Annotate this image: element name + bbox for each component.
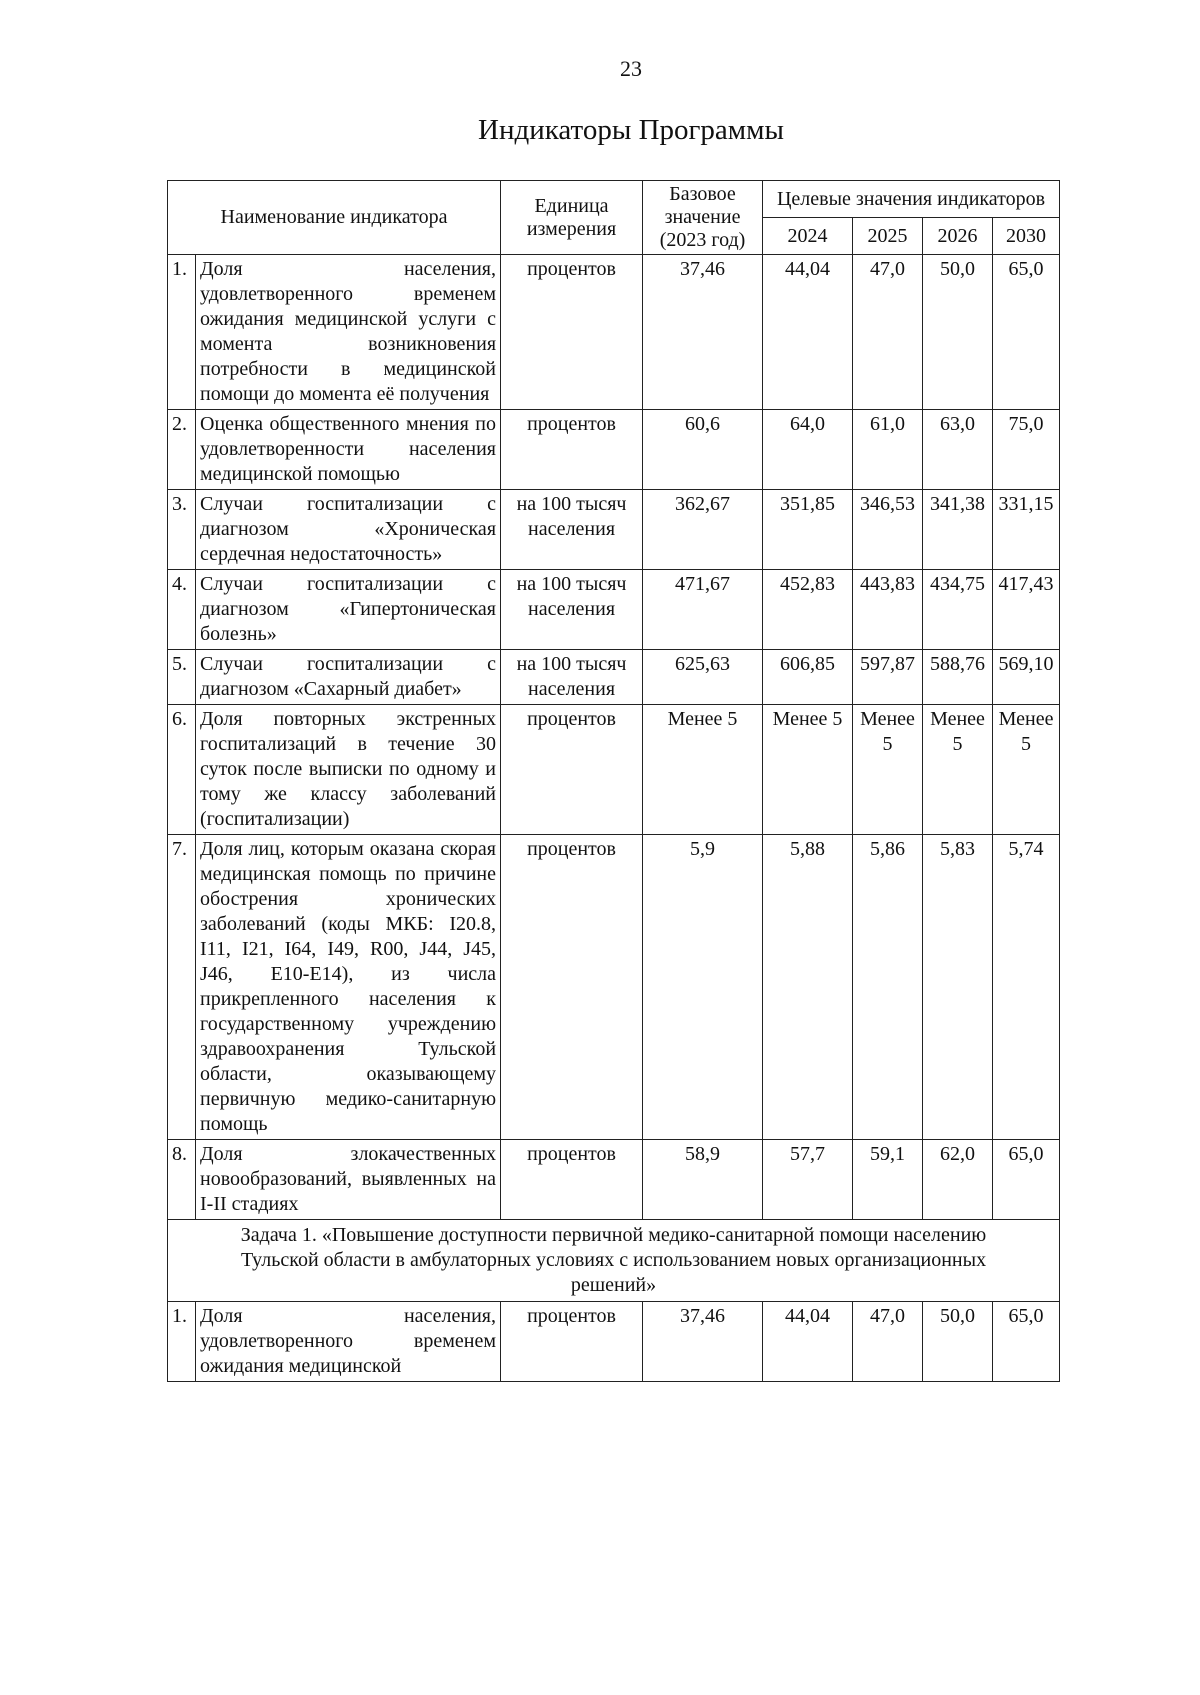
unit-cell: на 100 тысяч населения bbox=[501, 490, 643, 570]
value-2030: 331,15 bbox=[993, 490, 1060, 570]
header-year: 2025 bbox=[853, 218, 923, 255]
value-2026: 588,76 bbox=[923, 650, 993, 705]
indicator-name: Доля населения, удовлетворенного временем ожидания медицинской услуги с момента возникновения потребности в медицинской помощи до момента её получения bbox=[196, 255, 501, 410]
row-number: 2. bbox=[168, 410, 196, 490]
value-2030: 417,43 bbox=[993, 570, 1060, 650]
base-value: 58,9 bbox=[643, 1140, 763, 1220]
base-value: 60,6 bbox=[643, 410, 763, 490]
header-row bbox=[168, 181, 1060, 218]
indicator-name: Случаи госпитализации с диагнозом «Сахарный диабет» bbox=[196, 650, 501, 705]
indicator-name: Случаи госпитализации с диагнозом «Хроническая сердечная недостаточность» bbox=[196, 490, 501, 570]
table-row bbox=[168, 650, 1060, 705]
value-2025: 59,1 bbox=[853, 1140, 923, 1220]
base-value: 37,46 bbox=[643, 1302, 763, 1382]
value-2030: 65,0 bbox=[993, 1302, 1060, 1382]
header-year: 2026 bbox=[923, 218, 993, 255]
value-2024: 64,0 bbox=[763, 410, 853, 490]
table-row bbox=[168, 1302, 1060, 1382]
unit-cell: процентов bbox=[501, 1140, 643, 1220]
row-number: 1. bbox=[168, 1302, 196, 1382]
row-number: 8. bbox=[168, 1140, 196, 1220]
row-number: 7. bbox=[168, 835, 196, 1140]
value-2030: 75,0 bbox=[993, 410, 1060, 490]
table-row bbox=[168, 490, 1060, 570]
table-row bbox=[168, 255, 1060, 410]
indicator-name: Доля злокачественных новообразований, выявленных на I-II стадиях bbox=[196, 1140, 501, 1220]
task-row bbox=[168, 1220, 1060, 1302]
value-2026: 50,0 bbox=[923, 1302, 993, 1382]
row-number: 6. bbox=[168, 705, 196, 835]
indicator-rows bbox=[168, 255, 1060, 1220]
header-year: 2024 bbox=[763, 218, 853, 255]
value-2024: 351,85 bbox=[763, 490, 853, 570]
indicator-name: Случаи госпитализации с диагнозом «Гипертоническая болезнь» bbox=[196, 570, 501, 650]
unit-cell: процентов bbox=[501, 835, 643, 1140]
row-number: 1. bbox=[168, 255, 196, 410]
value-2025: 47,0 bbox=[853, 255, 923, 410]
indicators-table bbox=[167, 180, 1060, 1382]
value-2030: 65,0 bbox=[993, 1140, 1060, 1220]
page-number: 23 bbox=[620, 56, 642, 81]
table-row bbox=[168, 570, 1060, 650]
row-number: 4. bbox=[168, 570, 196, 650]
value-2025: 346,53 bbox=[853, 490, 923, 570]
base-value: 625,63 bbox=[643, 650, 763, 705]
indicator-name: Доля повторных экстренных госпитализаций в течение 30 суток после выписки по одному и тому же классу заболеваний (госпитализации) bbox=[196, 705, 501, 835]
base-value: 362,67 bbox=[643, 490, 763, 570]
value-2030: 65,0 bbox=[993, 255, 1060, 410]
value-2024: 44,04 bbox=[763, 255, 853, 410]
indicator-name: Оценка общественного мнения по удовлетворенности населения медицинской помощью bbox=[196, 410, 501, 490]
unit-cell: на 100 тысяч населения bbox=[501, 570, 643, 650]
value-2030: 569,10 bbox=[993, 650, 1060, 705]
row-number: 5. bbox=[168, 650, 196, 705]
indicator-name: Доля лиц, которым оказана скорая медицинская помощь по причине обострения хронических заболеваний (коды МКБ: I20.8, I11, I21, I64, I49, R00, J44, J45, J46, E10-E14), из числа прикрепленного населения к государственному учреждению здравоохранения Тульской области, оказывающему первичную медико-санитарную помощь bbox=[196, 835, 501, 1140]
table-row bbox=[168, 705, 1060, 835]
value-2026: 50,0 bbox=[923, 255, 993, 410]
unit-cell: процентов bbox=[501, 255, 643, 410]
value-2030: Менее 5 bbox=[993, 705, 1060, 835]
base-value: 37,46 bbox=[643, 255, 763, 410]
value-2025: Менее 5 bbox=[853, 705, 923, 835]
value-2024: 57,7 bbox=[763, 1140, 853, 1220]
value-2026: 62,0 bbox=[923, 1140, 993, 1220]
value-2024: 452,83 bbox=[763, 570, 853, 650]
table-row bbox=[168, 835, 1060, 1140]
value-2026: Менее 5 bbox=[923, 705, 993, 835]
unit-cell: процентов bbox=[501, 1302, 643, 1382]
value-2025: 597,87 bbox=[853, 650, 923, 705]
header-base: Базовое значение (2023 год) bbox=[643, 181, 763, 255]
header-name: Наименование индикатора bbox=[168, 181, 501, 255]
header-year: 2030 bbox=[993, 218, 1060, 255]
unit-cell: процентов bbox=[501, 705, 643, 835]
row-number: 3. bbox=[168, 490, 196, 570]
value-2024: 44,04 bbox=[763, 1302, 853, 1382]
table-row bbox=[168, 1140, 1060, 1220]
value-2025: 443,83 bbox=[853, 570, 923, 650]
value-2026: 63,0 bbox=[923, 410, 993, 490]
value-2024: Менее 5 bbox=[763, 705, 853, 835]
base-value: Менее 5 bbox=[643, 705, 763, 835]
value-2026: 434,75 bbox=[923, 570, 993, 650]
base-value: 471,67 bbox=[643, 570, 763, 650]
value-2025: 5,86 bbox=[853, 835, 923, 1140]
value-2030: 5,74 bbox=[993, 835, 1060, 1140]
value-2026: 341,38 bbox=[923, 490, 993, 570]
unit-cell: процентов bbox=[501, 410, 643, 490]
indicator-name: Доля населения, удовлетворенного временем ожидания медицинской bbox=[196, 1302, 501, 1382]
table-row bbox=[168, 410, 1060, 490]
value-2026: 5,83 bbox=[923, 835, 993, 1140]
value-2024: 606,85 bbox=[763, 650, 853, 705]
task-section bbox=[168, 1220, 1060, 1302]
value-2025: 47,0 bbox=[853, 1302, 923, 1382]
unit-cell: на 100 тысяч населения bbox=[501, 650, 643, 705]
header-unit: Единица измерения bbox=[501, 181, 643, 255]
value-2024: 5,88 bbox=[763, 835, 853, 1140]
value-2025: 61,0 bbox=[853, 410, 923, 490]
page-title: Индикаторы Программы bbox=[478, 114, 784, 146]
header-target: Целевые значения индикаторов bbox=[763, 181, 1060, 218]
task-indicator-rows bbox=[168, 1302, 1060, 1382]
base-value: 5,9 bbox=[643, 835, 763, 1140]
task-title: Задача 1. «Повышение доступности первичной медико-санитарной помощи населению Тульской области в амбулаторных условиях с использованием новых организационных решений» bbox=[168, 1220, 1060, 1302]
